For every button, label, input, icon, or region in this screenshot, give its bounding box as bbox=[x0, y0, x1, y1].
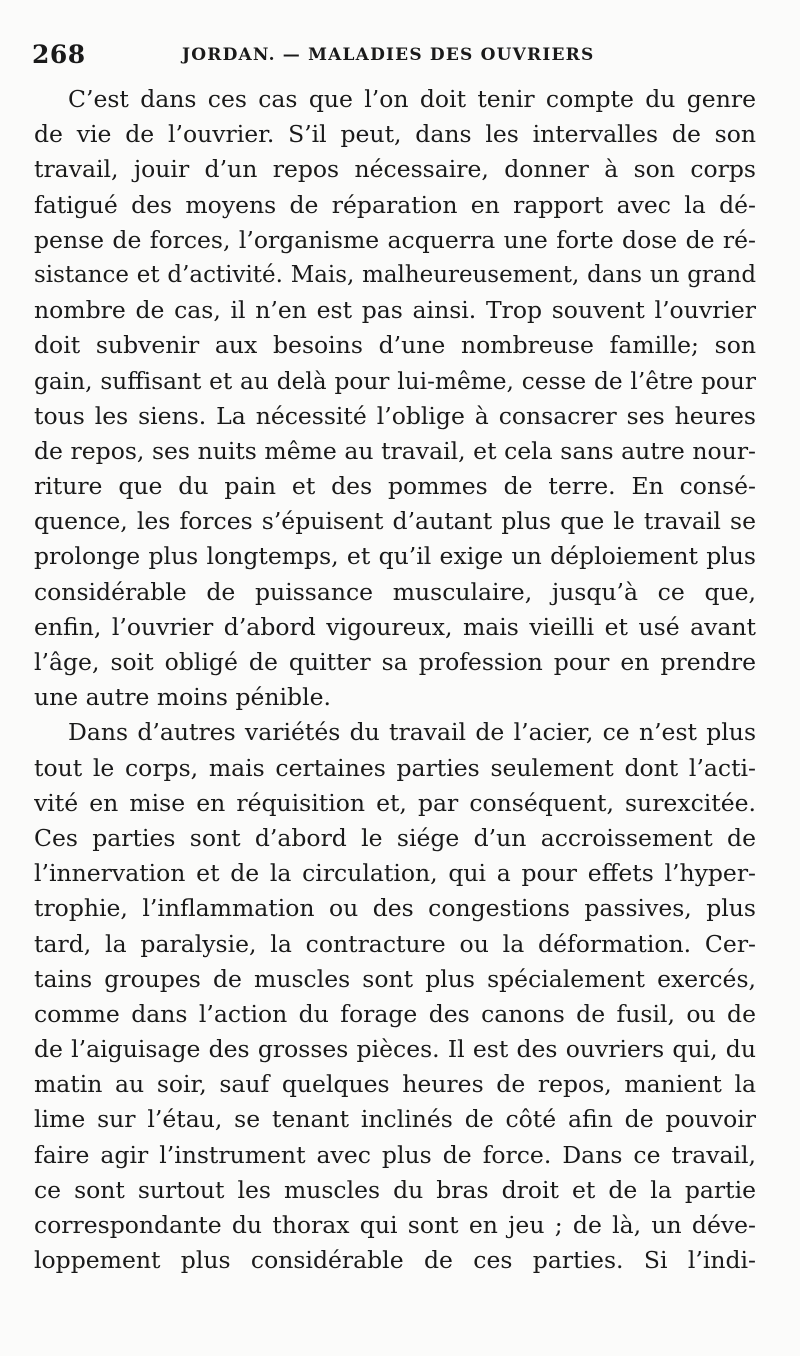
text-line: doit subvenir aux besoins d’une nombreuse famille; son bbox=[34, 331, 756, 360]
paragraph-2 bbox=[34, 715, 756, 1278]
text-line: fatigué des moyens de réparation en rapport avec la dé- bbox=[34, 190, 756, 219]
text-line: enfin, l’ouvrier d’abord vigoureux, mais vieilli et usé avant bbox=[34, 612, 756, 641]
text-line: une autre moins pénible. bbox=[34, 683, 331, 712]
text-line: tard, la paralysie, la contracture ou la déformation. Cer- bbox=[34, 929, 756, 958]
text-line: tout le corps, mais certaines parties seulement dont l’acti- bbox=[34, 753, 756, 782]
text-line: vité en mise en réquisition et, par conséquent, surexcitée. bbox=[34, 788, 756, 817]
page-number: 268 bbox=[32, 40, 86, 69]
text-line: Dans d’autres variétés du travail de l’acier, ce n’est plus bbox=[68, 718, 756, 747]
text-line: l’innervation et de la circulation, qui a pour effets l’hyper- bbox=[34, 859, 756, 888]
text-line: l’âge, soit obligé de quitter sa profession pour en prendre bbox=[34, 648, 756, 676]
running-title: JORDAN. — MALADIES DES OUVRIERS bbox=[182, 45, 595, 65]
text-line: travail, jouir d’un repos nécessaire, donner à son corps bbox=[34, 155, 756, 184]
text-line: quence, les forces s’épuisent d’autant plus que le travail se bbox=[34, 507, 756, 536]
text-line: tous les siens. La nécessité l’oblige à consacrer ses heures bbox=[34, 401, 756, 430]
text-line: comme dans l’action du forage des canons de fusil, ou de bbox=[34, 999, 756, 1028]
text-line: faire agir l’instrument avec plus de force. Dans ce travail, bbox=[34, 1140, 756, 1169]
text-line: correspondante du thorax qui sont en jeu ; de là, un déve- bbox=[34, 1211, 756, 1239]
text-line: sistance et d’activité. Mais, malheureusement, dans un grand bbox=[34, 261, 756, 288]
text-line: pense de forces, l’organisme acquerra une forte dose de ré- bbox=[34, 225, 756, 254]
text-line: trophie, l’inflammation ou des congestions passives, plus bbox=[34, 894, 756, 923]
text-line: de l’aiguisage des grosses pièces. Il est des ouvriers qui, du bbox=[34, 1035, 756, 1064]
text-line: ce sont surtout les muscles du bras droit et de la partie bbox=[34, 1175, 756, 1204]
text-line: gain, suffisant et au delà pour lui-même, cesse de l’être pour bbox=[34, 367, 756, 395]
text-line: matin au soir, sauf quelques heures de repos, manient la bbox=[34, 1070, 756, 1099]
page-header bbox=[32, 40, 762, 72]
text-line: de vie de l’ouvrier. S’il peut, dans les intervalles de son bbox=[34, 120, 756, 149]
text-line: prolonge plus longtemps, et qu’il exige un déploiement plus bbox=[34, 542, 756, 571]
text-line: Ces parties sont d’abord le siége d’un accroissement de bbox=[34, 823, 756, 852]
text-line: C’est dans ces cas que l’on doit tenir compte du genre bbox=[68, 85, 756, 113]
text-line: nombre de cas, il n’en est pas ainsi. Trop souvent l’ouvrier bbox=[34, 296, 756, 325]
text-line: loppement plus considérable de ces parties. Si l’indi- bbox=[34, 1246, 756, 1275]
text-line: tains groupes de muscles sont plus spécialement exercés, bbox=[34, 964, 756, 993]
paragraph-1 bbox=[34, 82, 756, 715]
text-line: de repos, ses nuits même au travail, et cela sans autre nour- bbox=[34, 436, 756, 465]
text-line: considérable de puissance musculaire, jusqu’à ce que, bbox=[34, 577, 756, 606]
body-text bbox=[34, 82, 756, 1278]
text-line: lime sur l’étau, se tenant inclinés de côté afin de pouvoir bbox=[34, 1105, 756, 1134]
text-line: riture que du pain et des pommes de terre. En consé- bbox=[34, 472, 756, 501]
